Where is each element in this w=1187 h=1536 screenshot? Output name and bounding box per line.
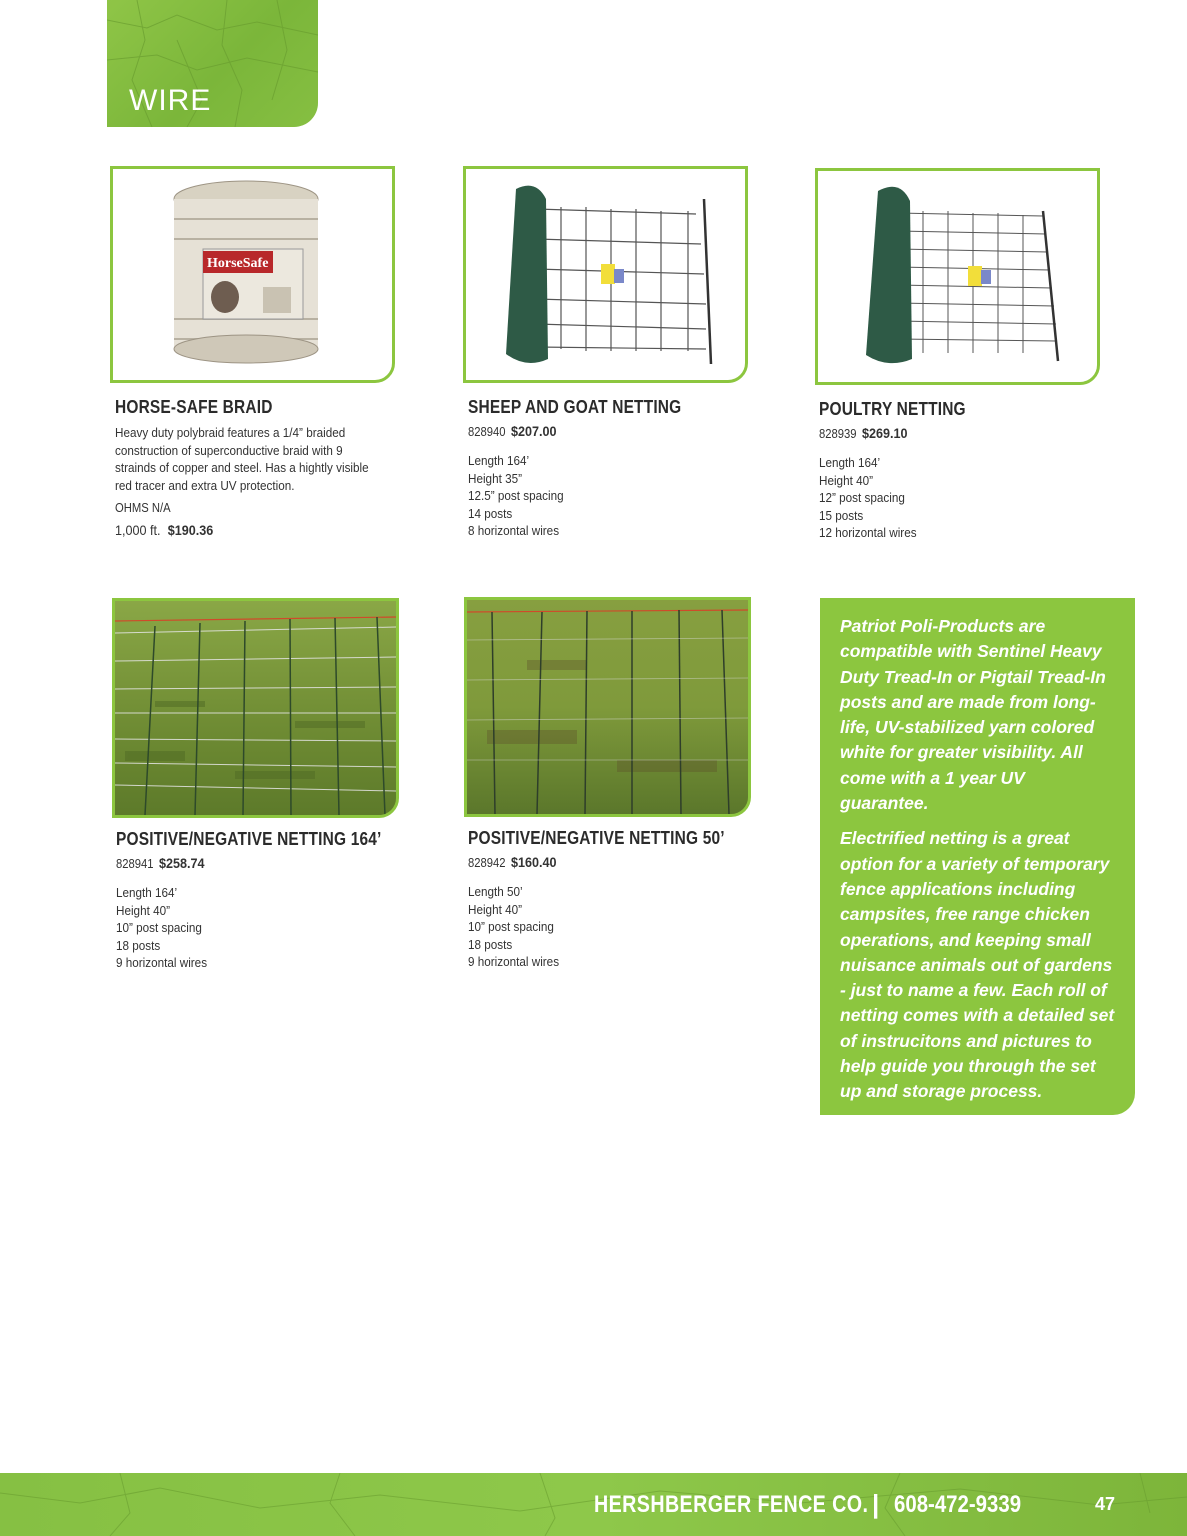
product-sku: 828939: [819, 427, 857, 441]
section-tab: [107, 0, 318, 127]
spec-line: 12” post spacing: [819, 490, 905, 505]
product-quantity: 1,000 ft.: [115, 522, 161, 538]
product-sku: 828940: [468, 425, 506, 439]
product-image-pos-neg-netting-164: [112, 598, 399, 818]
spec-line: 18 posts: [116, 937, 161, 953]
poultry-netting-illustration: [818, 171, 1097, 382]
info-paragraph: Electrified netting is a great option for a variety of temporary fence applications including campsites, free range chicken operations, and keeping small nuisance animals out of gardens - just to name a few. Each roll of netting comes with a detailed set of instrucitons and pictures to help guide you through the set up and storage process.: [840, 828, 1115, 1102]
section-title: WIRE: [129, 84, 212, 117]
product-price: $160.40: [510, 854, 557, 870]
spec-line: Length 50’: [468, 884, 523, 899]
product-quantity-price: [115, 522, 213, 538]
braid-spool-illustration: [113, 169, 392, 380]
footer-phone: 608-472-9339: [894, 1491, 1022, 1518]
spec-line: 15 posts: [819, 507, 864, 523]
spec-line: 10” post spacing: [468, 919, 554, 934]
product-specs: [468, 452, 564, 540]
product-sku: 828942: [468, 856, 506, 870]
spec-line: Length 164’: [116, 885, 178, 900]
product-ohms: OHMS N/A: [115, 501, 171, 515]
grass-netting-photo: [467, 600, 748, 814]
info-paragraph: Patriot Poli-Products are compatible with Sentinel Heavy Duty Tread-In or Pigtail Tread-In posts and are made from long-life, UV-stabilized yarn colored white for greater visibility. All come with a 1 year UV guarantee.: [840, 616, 1106, 814]
product-sku-price: [468, 854, 556, 870]
spec-line: Height 40”: [819, 472, 873, 488]
product-sku-price: [468, 423, 556, 439]
product-image-pos-neg-netting-50: [464, 597, 751, 817]
product-image-horse-safe-braid: [110, 166, 395, 383]
product-price: $190.36: [167, 522, 214, 538]
product-price: $258.74: [158, 855, 205, 871]
sheep-goat-netting-illustration: [466, 169, 745, 380]
product-image-sheep-goat-netting: [463, 166, 748, 383]
product-title: POULTRY NETTING: [819, 399, 966, 419]
spec-line: Height 35”: [468, 470, 522, 486]
product-title: HORSE-SAFE BRAID: [115, 397, 273, 417]
spec-line: 9 horizontal wires: [468, 954, 560, 969]
spec-line: 14 posts: [468, 505, 513, 521]
footer-company: HERSHBERGER FENCE CO.: [594, 1491, 869, 1518]
grass-netting-photo: [115, 601, 396, 815]
product-image-poultry-netting: [815, 168, 1100, 385]
product-specs: [468, 883, 559, 971]
product-description: Heavy duty polybraid features a 1/4” braided construction of superconductive braid with 9 strainds of copper and steel. Has a hightly visible red tracer and extra UV protection.: [115, 425, 369, 493]
spec-line: 8 horizontal wires: [468, 523, 560, 538]
product-price: $269.10: [861, 425, 908, 441]
page-footer: [0, 1473, 1187, 1536]
product-title: POSITIVE/NEGATIVE NETTING 164’: [116, 829, 382, 849]
spec-line: Length 164’: [468, 453, 530, 468]
product-price: $207.00: [510, 423, 557, 439]
product-sku-price: [819, 425, 907, 441]
product-specs: [819, 454, 917, 542]
footer-separator: |: [872, 1489, 880, 1519]
product-sku: 828941: [116, 857, 154, 871]
spec-line: 18 posts: [468, 936, 513, 952]
spool-label: HorseSafe: [207, 256, 269, 271]
product-sku-price: [116, 855, 204, 871]
spec-line: Height 40”: [116, 902, 170, 918]
product-title: SHEEP AND GOAT NETTING: [468, 397, 682, 417]
spec-line: 10” post spacing: [116, 920, 202, 935]
spec-line: Length 164’: [819, 455, 881, 470]
product-title: POSITIVE/NEGATIVE NETTING 50’: [468, 828, 725, 848]
info-box: [820, 598, 1135, 1115]
spec-line: 12 horizontal wires: [819, 525, 917, 540]
page-number: 47: [1095, 1494, 1116, 1514]
spec-line: 12.5” post spacing: [468, 488, 564, 503]
spec-line: Height 40”: [468, 901, 522, 917]
spec-line: 9 horizontal wires: [116, 955, 208, 970]
product-specs: [116, 884, 207, 972]
